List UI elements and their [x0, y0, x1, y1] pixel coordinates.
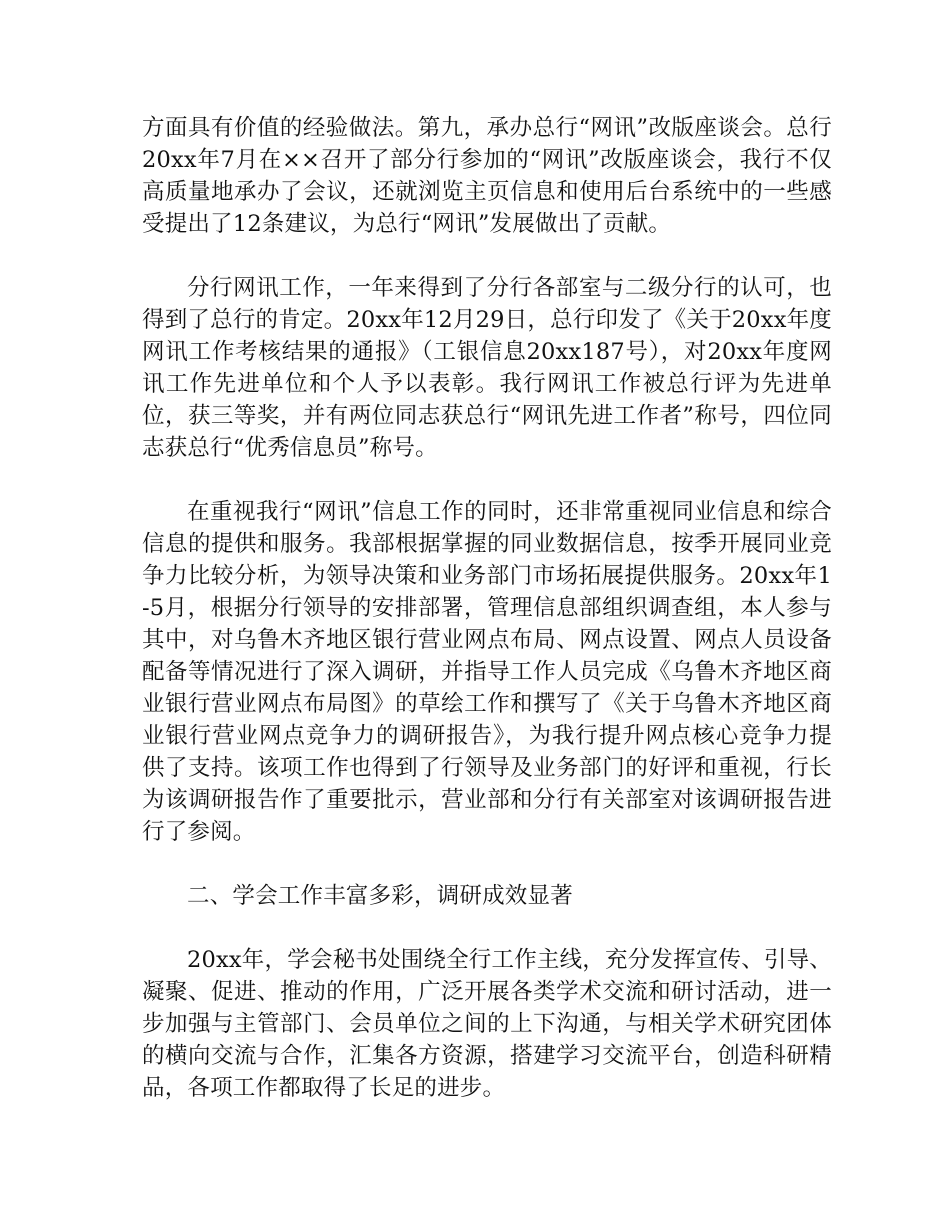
paragraph-network-news-recognition: 分行网讯工作，一年来得到了分行各部室与二级分行的认可，也得到了总行的肯定。20xx年12月29日，总行印发了《关于20xx年度网讯工作考核结果的通报》（工银信息20xx187号），对20xx年度网讯工作先进单位和个人予以表彰。我行网讯工作被总行评为先进单位，获三等奖，并有两位同志获总行“网讯先进工作者”称号，四位同志获总行“优秀信息员”称号。 [142, 275, 832, 461]
paragraph-continuation: 方面具有价值的经验做法。第九，承办总行“网讯”改版座谈会。总行20xx年7月在××召开了部分行参加的“网讯”改版座谈会，我行不仅高质量地承办了会议，还就浏览主页信息和使用后台系统中的一些感受提出了12条建议，为总行“网讯”发展做出了贡献。 [142, 115, 832, 237]
paragraph-society-work: 20xx年，学会秘书处围绕全行工作主线，充分发挥宣传、引导、凝聚、促进、推动的作用，广泛开展各类学术交流和研讨活动，进一步加强与主管部门、会员单位之间的上下沟通，与相关学术研究团体的横向交流与合作，汇集各方资源，搭建学习交流平台，创造科研精品，各项工作都取得了长足的进步。 [142, 947, 833, 1101]
section-heading: 二、学会工作丰富多彩，调研成效显著 [187, 883, 573, 909]
paragraph-peer-information-service: 在重视我行“网讯”信息工作的同时，还非常重视同业信息和综合信息的提供和服务。我部根据掌握的同业数据信息，按季开展同业竞争力比较分析，为领导决策和业务部门市场拓展提供服务。20xx年1-5月，根据分行领导的安排部署，管理信息部组织调查组，本人参与其中，对乌鲁木齐地区银行营业网点布局、网点设置、网点人员设备配备等情况进行了深入调研，并指导工作人员完成《乌鲁木齐地区商业银行营业网点布局图》的草绘工作和撰写了《关于乌鲁木齐地区商业银行营业网点竞争力的调研报告》，为我行提升网点核心竞争力提供了支持。该项工作也得到了行领导及业务部门的好评和重视，行长为该调研报告作了重要批示，营业部和分行有关部室对该调研报告进行了参阅。 [142, 499, 832, 845]
document-body [142, 112, 832, 1104]
